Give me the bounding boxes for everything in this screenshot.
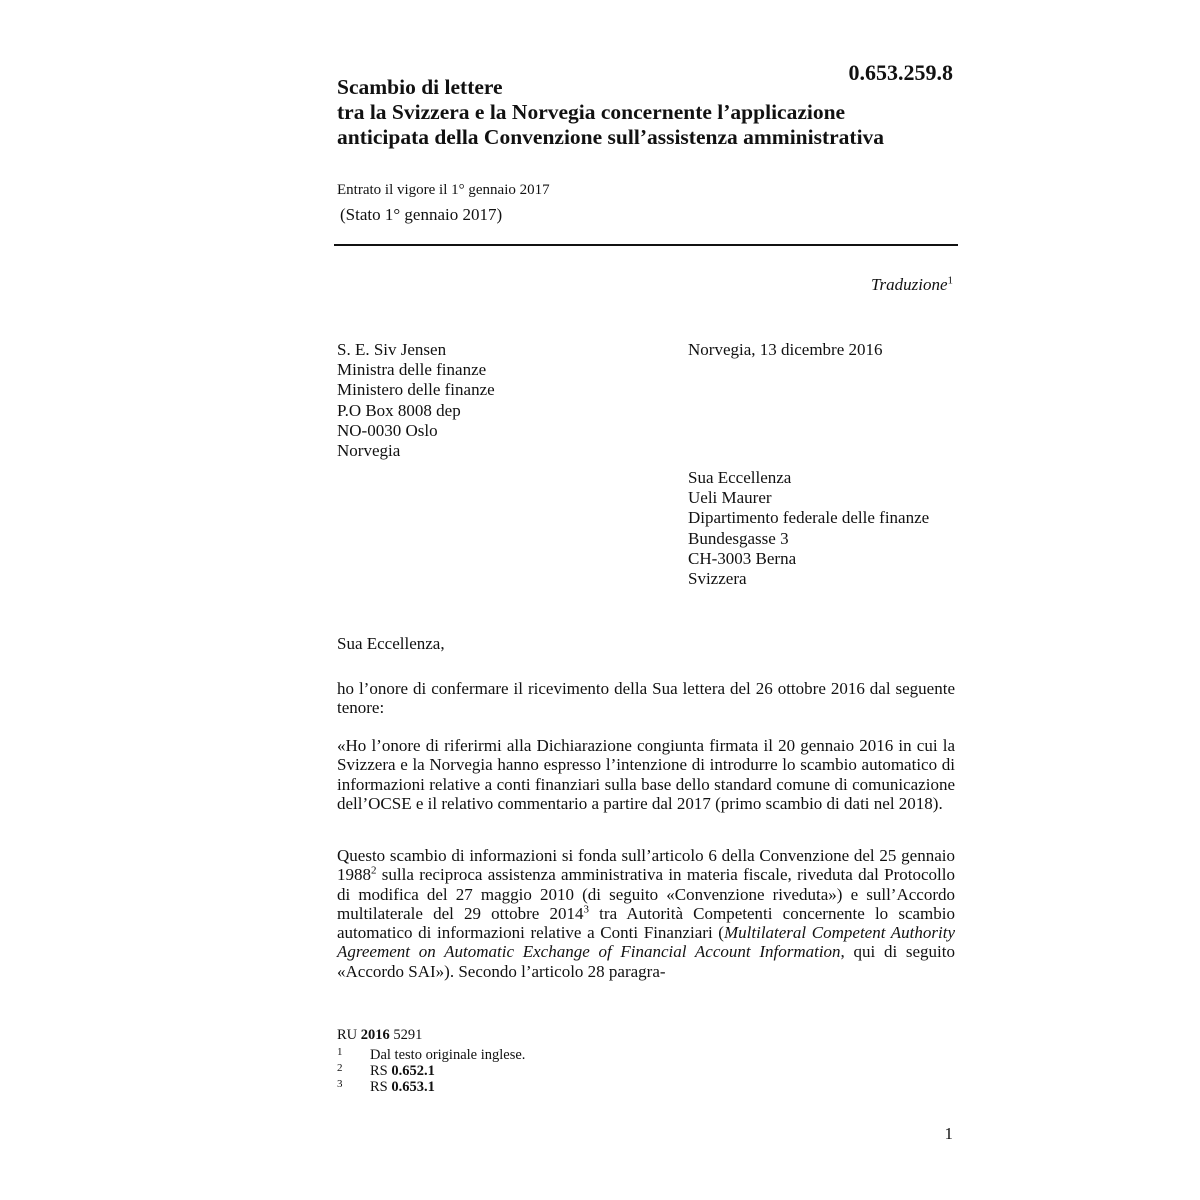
ref-page: 5291 (393, 1027, 423, 1043)
footnote-text (370, 1063, 435, 1079)
letter-date-place: Norvegia, 13 dicembre 2016 (688, 340, 883, 359)
official-reference (337, 1027, 422, 1044)
document-state: (Stato 1° gennaio 2017) (340, 205, 503, 224)
entry-into-force: Entrato il vigore il 1° gennaio 2017 (337, 182, 550, 198)
address-line: Dipartimento federale delle finanze (688, 508, 930, 528)
translation-note (871, 275, 953, 295)
body-paragraph: ho l’onore di confermare il ricevimento della Sua lettera del 26 ottobre 2016 dal seguente tenore: (337, 679, 955, 718)
footnote-mark: 2 (371, 864, 377, 877)
paragraph-text: tra Autorità Competenti concernente lo scambio automatico di informazioni relative a Conti Finanziari ( (337, 903, 955, 943)
address-line: Ministra delle finanze (337, 360, 487, 380)
paragraph-text: sulla reciproca assistenza amministrativa in materia fiscale, riveduta dal Protocollo di modifica del 27 maggio 2010 (di seguito «Convenzione riveduta») e sull’Accordo multilaterale del 29 ottobre 2014 (337, 865, 955, 923)
document-title (337, 75, 957, 150)
title-line: Scambio di lettere (337, 75, 503, 99)
footnote-prefix: Dal testo originale inglese. (370, 1047, 526, 1063)
page-number: 1 (944, 1124, 953, 1143)
address-line: P.O Box 8008 dep (337, 400, 461, 420)
address-line: Ministero delle finanze (337, 380, 495, 400)
ref-prefix: RU (337, 1027, 358, 1043)
body-paragraph: «Ho l’onore di riferirmi alla Dichiarazione congiunta firmata il 20 gennaio 2016 in cui la Svizzera e la Norvegia hanno espresso l’intenzione di introdurre lo scambio automatico di informazioni relative a conti finanziari sulla base dello standard comune di comunicazione dell’OCSE e il relativo commentario a partire dal 2017 (primo scambio di dati nel 2018). (337, 736, 955, 813)
document-page (337, 0, 957, 1200)
footnote-text (370, 1079, 435, 1095)
translation-label: Traduzione (870, 275, 948, 294)
address-line: Norvegia (337, 441, 401, 461)
sr-number: 0.653.259.8 (848, 60, 953, 85)
footnote-bold: 0.653.1 (391, 1079, 435, 1095)
address-line: Ueli Maurer (688, 488, 772, 508)
address-line: Bundesgasse 3 (688, 528, 789, 548)
recipient-address (688, 468, 929, 589)
sender-address (337, 340, 495, 461)
footnote-prefix: RS (370, 1079, 392, 1095)
footnote-mark: 1 (947, 274, 953, 287)
address-line: S. E. Siv Jensen (337, 340, 447, 359)
title-line: anticipata della Convenzione sull’assistenza amministrativa (337, 125, 885, 149)
salutation: Sua Eccellenza, (337, 634, 445, 653)
footnote (337, 1078, 435, 1095)
footnote-bold: 0.652.1 (391, 1063, 435, 1079)
footnote-number: 2 (337, 1062, 343, 1074)
agreement-title-english: Multilateral Competent Authority Agreement on Automatic Exchange of Financial Account Information (337, 923, 956, 962)
header-divider (334, 244, 958, 246)
footnote (337, 1062, 435, 1079)
address-line: CH-3003 Berna (688, 548, 797, 568)
ref-year: 2016 (360, 1027, 390, 1043)
footnote-number: 1 (337, 1046, 343, 1058)
footnote-prefix: RS (370, 1063, 392, 1079)
footnote-mark: 3 (583, 903, 590, 916)
paragraph-text: , qui di seguito «Accordo SAI»). Secondo l’articolo 28 paragra- (337, 942, 955, 981)
address-line: Sua Eccellenza (688, 468, 792, 487)
footnote-number: 3 (337, 1078, 343, 1090)
paragraph-text: Questo scambio di informazioni si fonda sull’articolo 6 della Convenzione del 25 gennaio 1988 (337, 846, 955, 885)
title-line: tra la Svizzera e la Norvegia concernente l’applicazione (337, 100, 846, 124)
address-line: Svizzera (688, 569, 747, 589)
footnotes-block (337, 1027, 526, 1095)
footnote-text (370, 1047, 525, 1063)
address-line: NO-0030 Oslo (337, 420, 438, 440)
footnote (337, 1046, 526, 1063)
body-paragraph (337, 846, 955, 981)
